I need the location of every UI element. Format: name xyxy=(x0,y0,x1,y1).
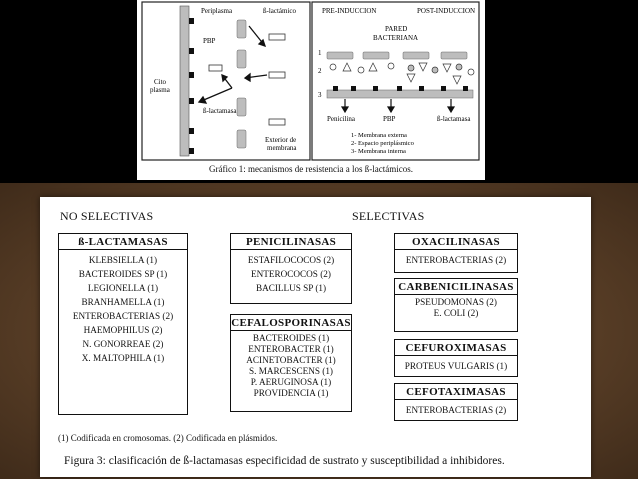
legend-line-1: 1- Membrana externa xyxy=(351,132,407,139)
label-periplasma: Periplasma xyxy=(201,7,233,15)
list-item: LEGIONELLA (1) xyxy=(87,283,159,293)
list-item: N. GONORREAE (2) xyxy=(82,339,164,349)
label-post-induccion: POST-INDUCCION xyxy=(417,7,476,15)
list-item: BACILLUS SP (1) xyxy=(255,283,327,293)
box-title: ß-LACTAMASAS xyxy=(59,234,187,250)
box-items xyxy=(231,250,351,295)
label-exterior-2: membrana xyxy=(267,144,297,152)
list-item: PROTEUS VULGARIS (1) xyxy=(404,361,508,371)
box-items xyxy=(395,295,517,319)
box-cefotaximasas xyxy=(394,383,518,421)
list-item: E. COLI (2) xyxy=(433,308,479,318)
down-arrows xyxy=(342,99,454,112)
label-pbp-left: PBP xyxy=(203,37,216,45)
box-title: PENICILINASAS xyxy=(231,234,351,250)
label-b-lactamasa-right: ß-lactamasa xyxy=(437,115,471,123)
membrane-bar xyxy=(180,6,189,156)
box-title: CEFALOSPORINASAS xyxy=(231,317,351,329)
figure-1-caption: Gráfico 1: mecanismos de resistencia a los ß-lactámicos. xyxy=(209,164,413,174)
box-items xyxy=(395,400,517,417)
list-item: ENTEROBACTERIAS (2) xyxy=(72,311,174,321)
box-cefalosporinasas xyxy=(230,314,352,412)
list-item: ACINETOBACTER (1) xyxy=(246,355,336,365)
list-item: BACTEROIDES (1) xyxy=(252,333,330,343)
label-exterior-1: Exterior de xyxy=(265,136,297,144)
list-item: ESTAFILOCOCOS (2) xyxy=(247,255,335,265)
box-cefuroximasas xyxy=(394,339,518,377)
list-item: HAEMOPHILUS (2) xyxy=(83,325,163,335)
figure-1 xyxy=(137,0,485,180)
label-n3: 3 xyxy=(318,91,322,99)
box-title: OXACILINASAS xyxy=(395,234,517,250)
label-pared-2: BACTERIANA xyxy=(373,34,419,42)
label-pared-1: PARED xyxy=(385,25,408,33)
list-item: ENTEROBACTER (1) xyxy=(248,344,334,354)
box-oxacilinasas xyxy=(394,233,518,273)
figure-3 xyxy=(40,197,591,477)
list-item: PSEUDOMONAS (2) xyxy=(415,297,497,307)
box-penicilinasas xyxy=(230,233,352,304)
box-title: CARBENICILINASAS xyxy=(395,279,517,295)
list-item: BACTEROIDES SP (1) xyxy=(78,269,168,279)
list-item: P. AERUGINOSA (1) xyxy=(250,377,332,387)
pbp-markers xyxy=(189,18,194,154)
legend-line-3: 3- Membrana interna xyxy=(351,148,406,155)
label-citoplasma-1: Cito xyxy=(154,78,167,86)
box-items xyxy=(59,250,187,365)
label-b-lactamasa-left: ß-lactamasa xyxy=(203,107,237,115)
porin-blocks xyxy=(237,20,246,148)
list-item: ENTEROCOCOS (2) xyxy=(251,269,331,279)
box-carbenicilinasas xyxy=(394,278,518,332)
list-item: X. MALTOPHILA (1) xyxy=(81,353,165,363)
list-item: PROVIDENCIA (1) xyxy=(253,388,329,398)
box-title: CEFOTAXIMASAS xyxy=(395,384,517,400)
footnote: (1) Codificada en cromosomas. (2) Codificada en plásmidos. xyxy=(58,433,278,443)
label-n2: 2 xyxy=(318,67,322,75)
box-items xyxy=(231,331,351,399)
box-items xyxy=(395,250,517,267)
figure-3-caption: Figura 3: clasificación de ß-lactamasas especificidad de sustrato y susceptibilidad a inhibidores. xyxy=(64,455,505,467)
label-b-lactamico: ß-lactámico xyxy=(263,7,297,15)
list-item: ENTEROBACTERIAS (2) xyxy=(405,255,507,265)
box-b-lactamasas xyxy=(58,233,188,415)
header-selectivas: SELECTIVAS xyxy=(352,209,425,223)
resistance-mechanisms-diagram xyxy=(137,0,485,180)
outer-membrane-segments xyxy=(327,52,467,59)
list-item: KLEBSIELLA (1) xyxy=(88,255,158,265)
inner-membrane xyxy=(327,90,473,98)
header-no-selectivas: NO SELECTIVAS xyxy=(60,209,154,223)
list-item: BRANHAMELLA (1) xyxy=(81,297,165,307)
label-citoplasma-2: plasma xyxy=(150,86,170,94)
box-title: CEFUROXIMASAS xyxy=(395,340,517,356)
legend-line-2: 2- Espacio periplásmico xyxy=(351,140,414,147)
list-item: S. MARCESCENS (1) xyxy=(249,366,333,376)
label-n1: 1 xyxy=(318,49,322,57)
box-items xyxy=(395,356,517,373)
label-pre-induccion: PRE-INDUCCION xyxy=(322,7,377,15)
label-penicilina: Penicilina xyxy=(327,115,355,123)
label-pbp-right: PBP xyxy=(383,115,396,123)
periplasmic-molecules xyxy=(330,63,474,84)
list-item: ENTEROBACTERIAS (2) xyxy=(405,405,507,415)
